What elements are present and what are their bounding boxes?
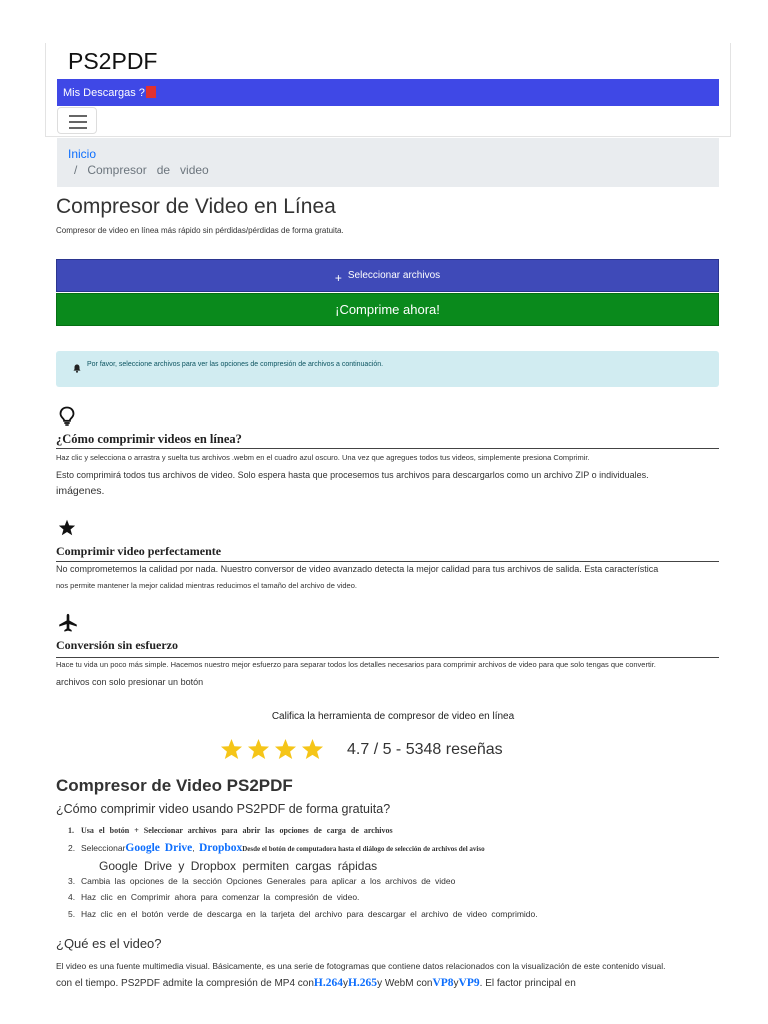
feature-text-line: archivos con solo presionar un botón <box>56 677 204 687</box>
page-title: Compresor de Video en Línea <box>56 195 336 218</box>
my-downloads-bar[interactable] <box>57 79 719 106</box>
vp9-link[interactable]: VP9 <box>458 977 480 989</box>
list-item: 3. Cambia las opciones de la sección Opciones Generales para aplicar a los archivos de video <box>68 876 456 886</box>
what-is-video-title: ¿Qué es el video? <box>56 936 162 951</box>
breadcrumb <box>57 138 719 187</box>
hamburger-icon <box>69 115 87 117</box>
paragraph-text: con el tiempo. PS2PDF admite la compresión de MP4 con <box>56 978 314 989</box>
what-is-video-text: El video es una fuente multimedia visual. Básicamente, es una serie de fotogramas que contiene datos relacionados con la visualización de este contenido visual. <box>56 961 666 971</box>
feature-title: Conversión sin esfuerzo <box>56 638 719 658</box>
info-alert <box>56 351 719 387</box>
feature-text <box>56 452 761 497</box>
rating-summary: 4.7 / 5 - 5348 reseñas <box>347 741 503 758</box>
menu-toggle-button[interactable] <box>57 107 97 134</box>
feature-text <box>56 659 761 688</box>
rating-label: Califica la herramienta de compresor de video en línea <box>271 711 515 722</box>
vp8-link[interactable]: VP8 <box>432 977 454 989</box>
feature-title: ¿Cómo comprimir videos en línea? <box>56 432 719 449</box>
list-item: 2. SeleccionarGoogle Drive, DropboxDesde el botón de computadora hasta el diálogo de selección de archivos del aviso <box>68 842 485 854</box>
hamburger-icon <box>69 127 87 129</box>
feature-text <box>56 564 761 591</box>
alert-text: Por favor, seleccione archivos para ver las opciones de compresión de archivos a continuación. <box>87 361 384 368</box>
what-is-video-text <box>56 977 576 989</box>
downloads-badge-icon <box>146 86 156 98</box>
bell-icon <box>73 364 81 373</box>
list-item: 1. Usa el botón + Seleccionar archivos para abrir las opciones de carga de archivos <box>68 826 393 835</box>
feature-text-line: imágenes. <box>56 485 105 497</box>
step-text: Cambia las opciones de la sección Opciones Generales para aplicar a los archivos de video <box>81 876 456 886</box>
list-item: 5. Haz clic en el botón verde de descarga en la tarjeta del archivo para descargar el archivo de video comprimido. <box>68 909 538 919</box>
select-files-label: Seleccionar archivos <box>347 270 441 281</box>
h265-link[interactable]: H.265 <box>347 977 378 989</box>
paragraph-text: y <box>342 978 348 989</box>
step-text: Haz clic en Comprimir ahora para comenzar la compresión de video. <box>81 892 360 902</box>
feature-text-line: nos permite mantener la mejor calidad mientras reducimos el tamaño del archivo de video. <box>56 581 357 590</box>
step-text: Seleccionar <box>81 843 126 853</box>
star-rating-icon[interactable] <box>220 738 243 760</box>
star-rating-icon[interactable] <box>301 738 324 760</box>
howto-subtitle: ¿Cómo comprimir video usando PS2PDF de forma gratuita? <box>56 802 391 816</box>
dropbox-link[interactable]: Dropbox <box>199 842 243 854</box>
hamburger-icon <box>69 121 87 123</box>
feature-text-line: Esto comprimirá todos tus archivos de video. Solo espera hasta que procesemos tus archivos para descargarlos como un archivo ZIP o individuales. <box>56 470 649 480</box>
star-rating-icon[interactable] <box>247 738 270 760</box>
feature-text-line: No comprometemos la calidad por nada. Nuestro conversor de video avanzado detecta la mejor calidad para tus archivos de salida. Esta característica <box>56 564 659 574</box>
feature-text-line: Haz clic y selecciona o arrastra y suelta tus archivos .webm en el cuadro azul oscuro. Una vez que agregues todos tus videos, simplemente presiona Comprimir. <box>56 453 590 462</box>
page-subtitle: Compresor de video en línea más rápido sin pérdidas/pérdidas de forma gratuita. <box>56 226 344 235</box>
step-note: Google Drive y Dropbox permiten cargas rápidas <box>99 859 378 873</box>
h264-link[interactable]: H.264 <box>313 977 343 989</box>
paragraph-text: y WebM con <box>377 978 433 989</box>
step-text: , <box>192 843 195 853</box>
step-text: Haz clic en el botón verde de descarga en la tarjeta del archivo para descargar el archivo de video comprimido. <box>81 909 538 919</box>
brand-logo[interactable]: PS2PDF <box>68 48 158 74</box>
compress-now-button[interactable]: ¡Comprime ahora! <box>56 293 719 326</box>
star-icon <box>58 519 76 536</box>
paragraph-text: . El factor principal en <box>479 978 576 989</box>
lightbulb-icon <box>58 406 76 426</box>
rating-stars[interactable] <box>220 738 324 760</box>
step-text: Desde el botón de computadora hasta el diálogo de selección de archivos del aviso <box>242 845 485 853</box>
paragraph-text: y <box>453 978 459 989</box>
breadcrumb-current: / Compresor de video <box>74 163 209 177</box>
airplane-icon <box>58 613 78 633</box>
feature-title: Comprimir video perfectamente <box>56 544 719 562</box>
list-item: 4. Haz clic en Comprimir ahora para comenzar la compresión de video. <box>68 892 360 902</box>
my-downloads-label[interactable]: Mis Descargas ? <box>63 87 145 99</box>
step-text: Usa el botón + Seleccionar archivos para abrir las opciones de carga de archivos <box>81 826 393 835</box>
feature-text-line: Hace tu vida un poco más simple. Hacemos nuestro mejor esfuerzo para separar todos los detalles necesarios para comprimir archivos de video para que solo tengas que convertir. <box>56 660 656 669</box>
howto-title: Compresor de Video PS2PDF <box>56 776 293 795</box>
plus-icon: + <box>334 270 342 285</box>
google-drive-link[interactable]: Google Drive <box>125 842 193 854</box>
breadcrumb-home-link[interactable]: Inicio <box>68 147 97 161</box>
star-rating-icon[interactable] <box>274 738 297 760</box>
select-files-button[interactable] <box>56 259 719 292</box>
